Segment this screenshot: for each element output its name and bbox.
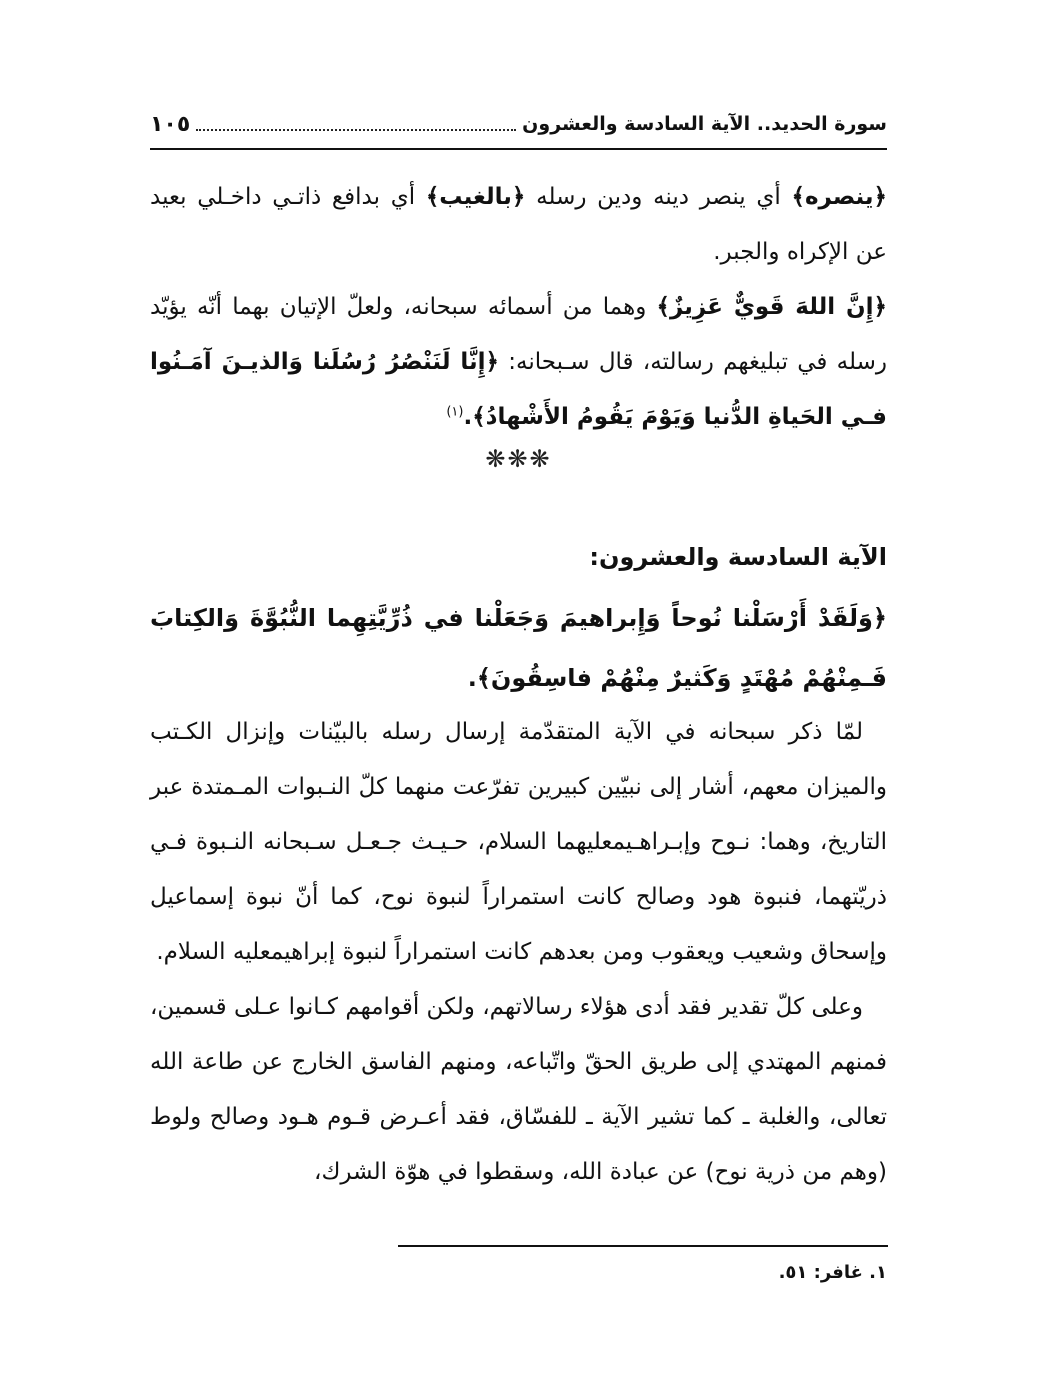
body-paragraph-1: لمّا ذكر سبحانه في الآية المتقدّمة إرسال رسله بالبيّنات وإنزال الكـتب والميزان معهم، أشار إلى نبيّين كبيرين تفرّعت منهما كلّ النـبوات المـمتدة عبر التاريخ، وهما: نـوح وإبـراهـيمعليهما السلام، حـيـث جـعـل سـبحانه النـبوة فـي ذريّتهما، فنبوة هود وصالح كانت استمراراً لنبوة نوح، كما أنّ نبوة إسماعيل وإسحاق وشعيب ويعقوب ومن بعدهم كانت استمراراً لنبوة إبراهيمعليه السلام. — [150, 719, 887, 965]
page-number: ١٠٥ — [150, 111, 191, 137]
commentary-body — [150, 705, 887, 1200]
footnote: ١. غافر: ٥١. — [778, 1262, 887, 1283]
quran-phrase: ﴿إِنَّ اللهَ قَويٌّ عَزِيزٌ﴾ — [656, 294, 888, 320]
section-heading: الآية السادسة والعشرون: — [589, 543, 887, 571]
quran-verse: ﴿وَلَقَدْ أَرْسَلْنا نُوحاً وَإِبراهيمَ وَجَعَلْنا في ذُرِّيَّتِهِما النُّبُوَّةَ وَالكِتابَ فَـمِنْهُمْ مُهْتَدٍ وَكَثيرٌ مِنْهُمْ فاسِقُونَ﴾. — [150, 604, 887, 692]
intro-paragraph-2 — [150, 280, 887, 445]
body-paragraph-2: وعلى كلّ تقدير فقد أدى هؤلاء رسالاتهم، ولكن أقوامهم كـانوا عـلى قسمين، فمنهم المهتدي إلى طريق الحقّ واتّباعه، ومنهم الفاسق الخارج عن طاعة الله تعالى، والغلبة ـ كما تشير الآية ـ للفسّاق، فقد أعـرض قـوم هـود وصالح ولوط (وهم من ذرية نوح) عن عبادة الله، وسقطوا في هوّة الشرك، — [150, 994, 887, 1185]
commentary-text: أي بدافع ذاتـي داخـلي بعيد عن الإكراه والجبر. — [150, 184, 887, 265]
footnote-divider — [398, 1245, 888, 1247]
commentary-text: وهما من أسمائه سبحانه، ولعلّ الإتيان بهما أنّه يؤيّد رسله في تبليغهم رسالته، قال سـبحانه: — [150, 294, 887, 375]
header-title: سورة الحديد.. الآية السادسة والعشرون — [522, 113, 887, 135]
intro-paragraphs — [150, 170, 887, 445]
footnote-marker[interactable]: (١) — [446, 404, 464, 420]
quran-quote: ﴿إِنَّا لَنَنْصُرُ رُسُلَنا وَالذيـنَ آمَـنُوا فـي الحَياةِ الدُّنيا وَيَوْمَ يَقُومُ الأَشْهادُ﴾. — [150, 349, 887, 430]
running-header — [150, 104, 887, 144]
header-leader-dots — [196, 129, 516, 131]
intro-paragraph-1 — [150, 170, 887, 280]
header-divider — [150, 148, 887, 150]
section-separator: ❋❋❋ — [485, 445, 552, 473]
commentary-text: أي ينصر دينه ودين رسله — [525, 184, 792, 210]
quran-phrase: ﴿بالغيب﴾ — [425, 184, 526, 210]
quran-phrase: ﴿ينصره﴾ — [791, 184, 888, 210]
